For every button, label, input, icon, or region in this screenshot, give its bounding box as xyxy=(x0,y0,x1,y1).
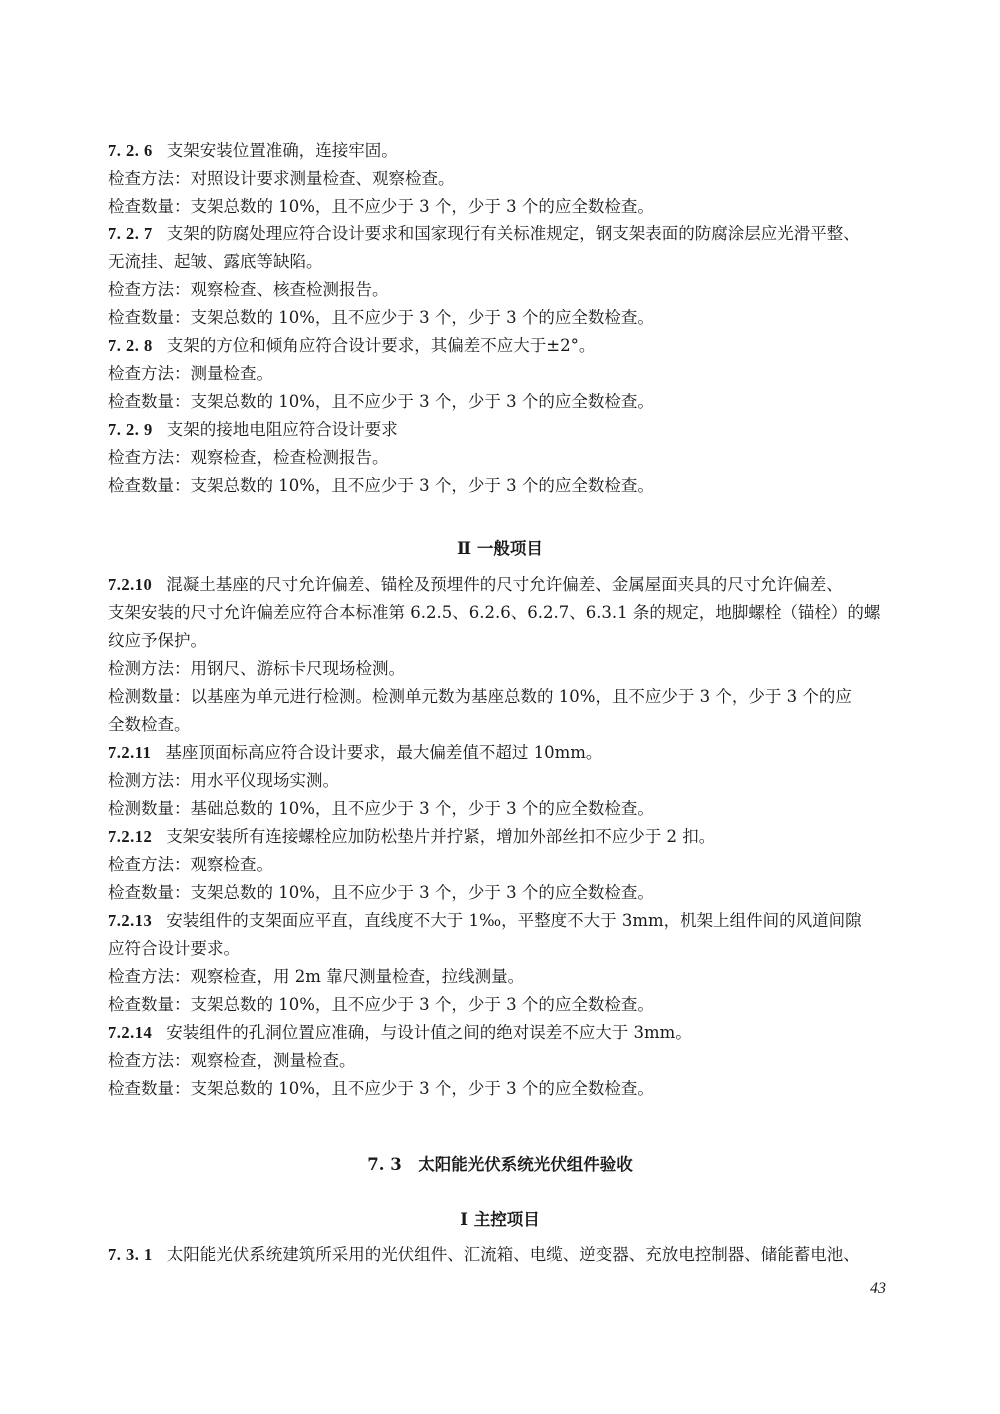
clause-text: 支架安装位置准确，连接牢固。 xyxy=(166,141,398,160)
inspection-method: 检查方法：对照设计要求测量检查、观察检查。 xyxy=(108,169,455,188)
clause-7-3-1 xyxy=(108,1243,898,1267)
inspection-quantity: 检测数量：以基座为单元进行检测。检测单元数为基座总数的 10%，且不应少于 3 个，少于 3 个的应 xyxy=(108,687,852,706)
inspection-quantity: 检查数量：支架总数的 10%，且不应少于 3 个，少于 3 个的应全数检查。 xyxy=(108,1079,654,1098)
clause-text: 支架的接地电阻应符合设计要求 xyxy=(166,420,398,439)
inspection-quantity: 检查数量：支架总数的 10%，且不应少于 3 个，少于 3 个的应全数检查。 xyxy=(108,392,654,411)
inspection-method: 检查方法：观察检查，测量检查。 xyxy=(108,1051,356,1070)
clause-text: 支架安装所有连接螺栓应加防松垫片并拧紧，增加外部丝扣不应少于 2 扣。 xyxy=(166,827,716,846)
clause-7-2-14 xyxy=(108,1021,898,1045)
inspection-method: 检测方法：用水平仪现场实测。 xyxy=(108,771,339,790)
inspection-quantity: 检查数量：支架总数的 10%，且不应少于 3 个，少于 3 个的应全数检查。 xyxy=(108,308,654,327)
clause-7-2-6 xyxy=(108,139,898,163)
inspection-quantity: 检查数量：支架总数的 10%，且不应少于 3 个，少于 3 个的应全数检查。 xyxy=(108,995,654,1014)
clause-continuation: 无流挂、起皱、露底等缺陷。 xyxy=(108,252,323,271)
clause-number: 7. 2. 7 xyxy=(108,224,153,243)
main-control-items-heading: Ⅰ 主控项目 xyxy=(460,1210,540,1229)
clause-text: 安装组件的孔洞位置应准确，与设计值之间的绝对误差不应大于 3mm。 xyxy=(166,1023,692,1042)
clause-7-2-7 xyxy=(108,222,898,246)
clause-7-2-11 xyxy=(108,741,898,765)
general-items-heading: Ⅱ 一般项目 xyxy=(457,539,543,558)
clause-text: 支架的方位和倾角应符合设计要求，其偏差不应大于±2°。 xyxy=(166,336,596,355)
clause-7-2-9 xyxy=(108,418,898,442)
clause-number: 7. 2. 6 xyxy=(108,141,153,160)
inspection-method: 检查方法：观察检查。 xyxy=(108,855,273,874)
clause-text: 支架的防腐处理应符合设计要求和国家现行有关标准规定，钢支架表面的防腐涂层应光滑平整、 xyxy=(166,224,860,243)
inspection-quantity-continuation: 全数检查。 xyxy=(108,715,191,734)
clause-7-2-8 xyxy=(108,334,898,358)
clause-number: 7.2.13 xyxy=(108,911,153,930)
clause-continuation: 应符合设计要求。 xyxy=(108,939,240,958)
clause-text: 基座顶面标高应符合设计要求，最大偏差值不超过 10mm。 xyxy=(165,743,603,762)
clause-number: 7. 2. 9 xyxy=(108,420,153,439)
clause-text: 安装组件的支架面应平直，直线度不大于 1‰，平整度不大于 3mm，机架上组件间的风道间隙 xyxy=(166,911,862,930)
inspection-quantity: 检测数量：基础总数的 10%，且不应少于 3 个，少于 3 个的应全数检查。 xyxy=(108,799,654,818)
inspection-method: 检测方法：用钢尺、游标卡尺现场检测。 xyxy=(108,659,405,678)
inspection-quantity: 检查数量：支架总数的 10%，且不应少于 3 个，少于 3 个的应全数检查。 xyxy=(108,476,654,495)
inspection-method: 检查方法：观察检查，用 2m 靠尺测量检查，拉线测量。 xyxy=(108,967,525,986)
clause-text: 混凝土基座的尺寸允许偏差、锚栓及预埋件的尺寸允许偏差、金属屋面夹具的尺寸允许偏差、 xyxy=(166,575,843,594)
inspection-method: 检查方法：观察检查，检查检测报告。 xyxy=(108,448,389,467)
inspection-quantity: 检查数量：支架总数的 10%，且不应少于 3 个，少于 3 个的应全数检查。 xyxy=(108,197,654,216)
clause-7-2-12 xyxy=(108,825,898,849)
inspection-method: 检查方法：观察检查、核查检测报告。 xyxy=(108,280,389,299)
clause-number: 7.2.11 xyxy=(108,743,152,762)
page-number: 43 xyxy=(870,1280,886,1297)
clause-number: 7.2.12 xyxy=(108,827,153,846)
clause-7-2-10 xyxy=(108,573,898,597)
clause-number: 7.2.14 xyxy=(108,1023,153,1042)
section-7-3-heading: 7. 3 太阳能光伏系统光伏组件验收 xyxy=(367,1155,633,1174)
clause-7-2-13 xyxy=(108,909,898,933)
inspection-method: 检查方法：测量检查。 xyxy=(108,364,273,383)
clause-continuation: 支架安装的尺寸允许偏差应符合本标准第 6.2.5、6.2.6、6.2.7、6.3.1 条的规定，地脚螺栓（锚栓）的螺 xyxy=(108,603,881,622)
clause-number: 7. 3. 1 xyxy=(108,1245,153,1264)
inspection-quantity: 检查数量：支架总数的 10%，且不应少于 3 个，少于 3 个的应全数检查。 xyxy=(108,883,654,902)
clause-continuation: 纹应予保护。 xyxy=(108,631,207,650)
clause-number: 7.2.10 xyxy=(108,575,153,594)
clause-text: 太阳能光伏系统建筑所采用的光伏组件、汇流箱、电缆、逆变器、充放电控制器、储能蓄电池、 xyxy=(166,1245,860,1264)
clause-number: 7. 2. 8 xyxy=(108,336,153,355)
